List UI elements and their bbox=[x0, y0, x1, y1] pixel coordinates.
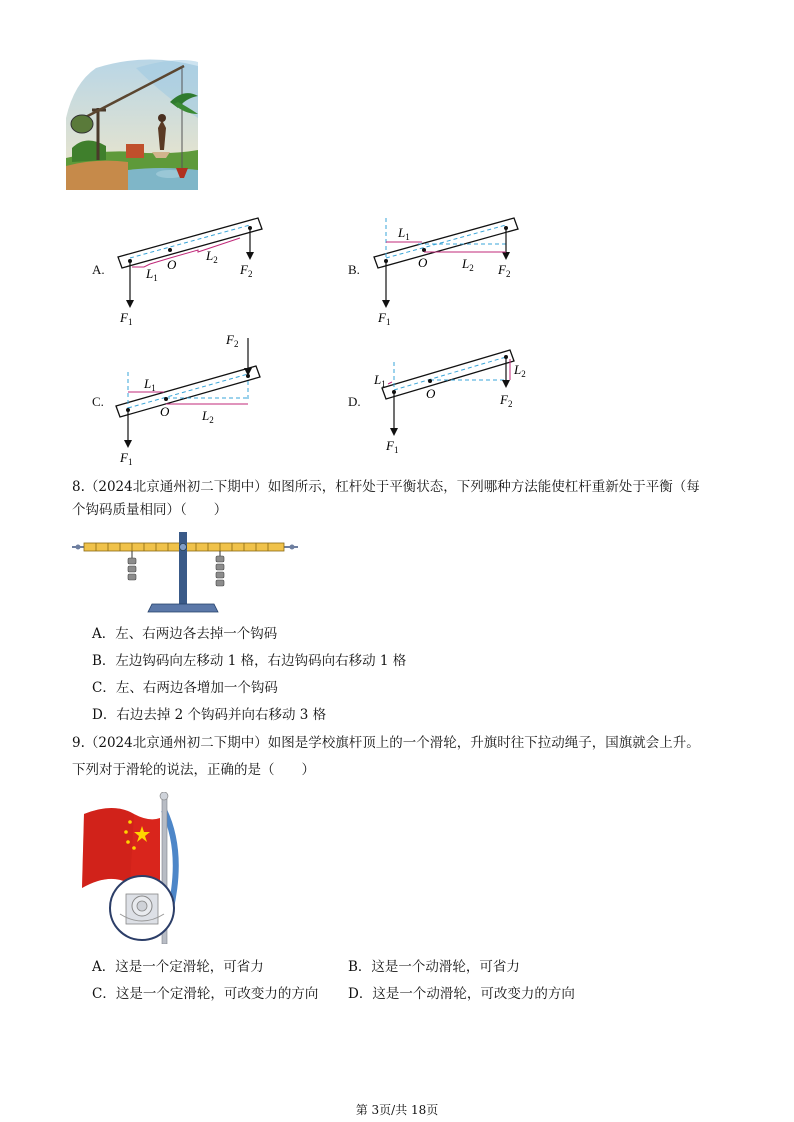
q9-option-c[interactable]: C．这是一个定滑轮，可改变力的方向 bbox=[92, 986, 319, 1002]
balance-lever-illustration bbox=[72, 530, 300, 616]
c-F2-label: $F_2$ bbox=[226, 332, 239, 349]
a-L2-label: $L_2$ bbox=[206, 248, 218, 265]
q8-option-b[interactable]: B．左边钩码向左移动 1 格，右边钩码向右移动 1 格 bbox=[92, 653, 407, 669]
q9-stem-line1: 9.（2024北京通州初二下期中）如图是学校旗杆顶上的一个滑轮，升旗时往下拉动绳子，国旗就会上升。 bbox=[72, 735, 700, 751]
q8-stem-line1: 8.（2024北京通州初二下期中）如图所示，杠杆处于平衡状态，下列哪种方法能使杠杆重新处于平衡（每 bbox=[72, 479, 700, 495]
a-F2-label: $F_2$ bbox=[240, 262, 253, 279]
option-c-label: C. bbox=[92, 394, 104, 409]
q9-stem-line2: 下列对于滑轮的说法，正确的是（ ） bbox=[72, 762, 315, 778]
q8-option-a[interactable]: A．左、右两边各去掉一个钩码 bbox=[92, 626, 278, 642]
lever-diagram-a bbox=[110, 212, 270, 330]
c-L2-label: $L_2$ bbox=[202, 408, 214, 425]
d-O-label: O bbox=[426, 386, 436, 401]
q8-stem-line2: 个钩码质量相同）（ ） bbox=[72, 502, 228, 518]
option-d-label: D. bbox=[348, 394, 361, 409]
lever-diagram-b bbox=[370, 212, 530, 330]
q8-option-d[interactable]: D．右边去掉 2 个钩码并向右移动 3 格 bbox=[92, 707, 327, 723]
q8-option-c[interactable]: C．左、右两边各增加一个钩码 bbox=[92, 680, 278, 696]
option-a-label: A. bbox=[92, 262, 105, 277]
lever-diagram-d bbox=[370, 340, 530, 458]
b-F1-label: $F_1$ bbox=[378, 310, 391, 327]
b-L1-label: $L_1$ bbox=[398, 225, 410, 242]
a-L1-label: $L_1$ bbox=[146, 266, 158, 283]
a-O-label: O bbox=[167, 257, 177, 272]
shadoof-illustration bbox=[66, 58, 198, 190]
option-b-label: B. bbox=[348, 262, 360, 277]
c-L1-label: $L_1$ bbox=[144, 376, 156, 393]
b-O-label: O bbox=[418, 255, 428, 270]
lever-diagram-c bbox=[110, 332, 270, 470]
c-F1-label: $F_1$ bbox=[120, 450, 133, 467]
q9-option-d[interactable]: D．这是一个动滑轮，可改变力的方向 bbox=[348, 986, 575, 1002]
q9-option-a[interactable]: A．这是一个定滑轮，可省力 bbox=[92, 959, 264, 975]
d-F1-label: $F_1$ bbox=[386, 438, 399, 455]
page-number-footer: 第 3页/共 18页 bbox=[355, 1103, 439, 1117]
d-L1-label: $L_1$ bbox=[374, 372, 386, 389]
d-L2-label: $L_2$ bbox=[514, 362, 526, 379]
q9-option-b[interactable]: B．这是一个动滑轮，可省力 bbox=[348, 959, 520, 975]
d-F2-label: $F_2$ bbox=[500, 392, 513, 409]
c-O-label: O bbox=[160, 404, 170, 419]
b-L2-label: $L_2$ bbox=[462, 256, 474, 273]
flagpole-pulley-illustration bbox=[74, 792, 186, 944]
a-F1-label: $F_1$ bbox=[120, 310, 133, 327]
b-F2-label: $F_2$ bbox=[498, 262, 511, 279]
